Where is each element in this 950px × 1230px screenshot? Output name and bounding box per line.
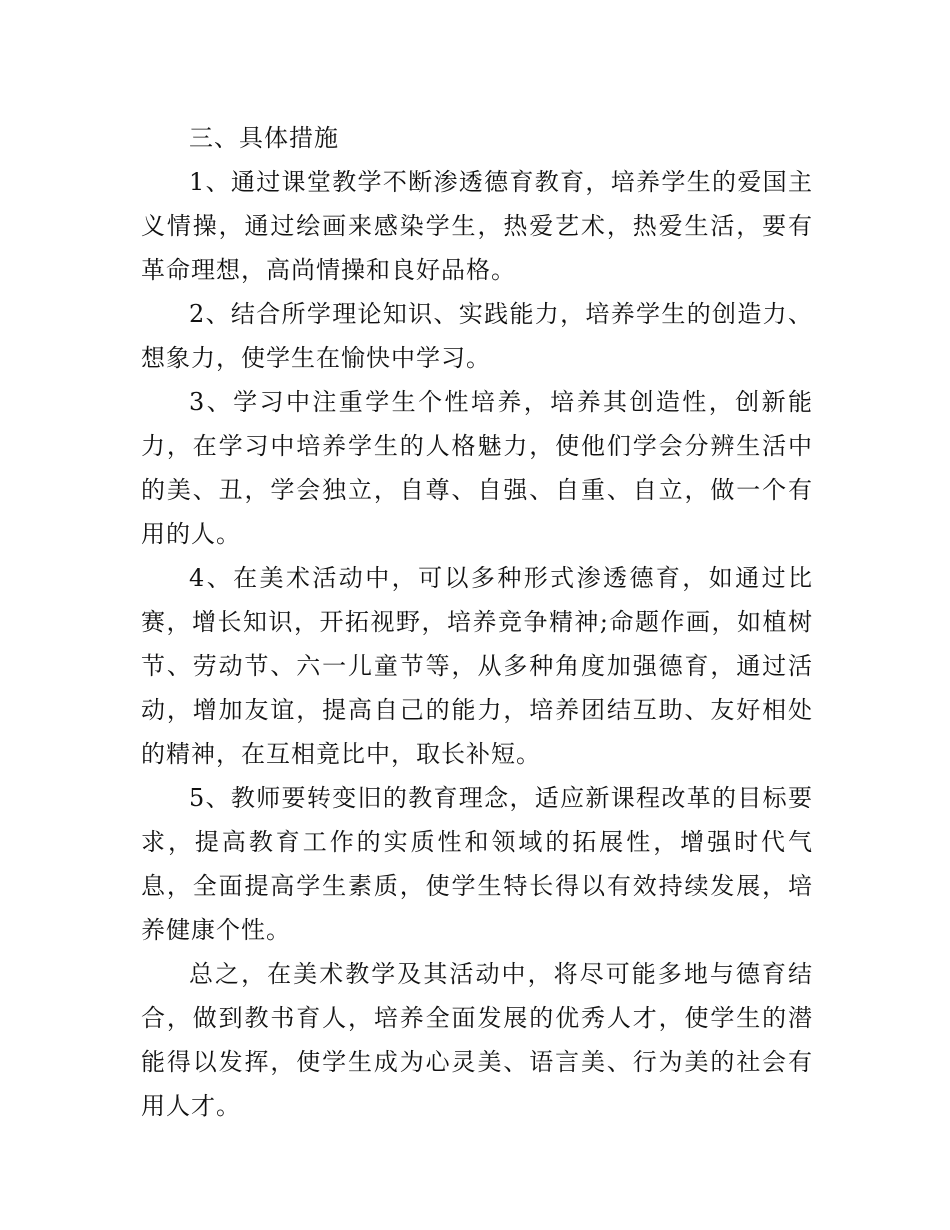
paragraph-5: 5、教师要转变旧的教育理念，适应新课程改革的目标要求，提高教育工作的实质性和领域的拓展性，增强时代气息，全面提高学生素质，使学生特长得以有效持续发展，培养健康个性。 <box>141 784 813 944</box>
conclusion-paragraph: 总之，在美术教学及其活动中，将尽可能多地与德育结合，做到教书育人，培养全面发展的优秀人才，使学生的潜能得以发挥，使学生成为心灵美、语言美、行为美的社会有用人才。 <box>141 960 813 1120</box>
paragraph-1: 1、通过课堂教学不断渗透德育教育，培养学生的爱国主义情操，通过绘画来感染学生，热爱艺术，热爱生活，要有革命理想，高尚情操和良好品格。 <box>141 168 813 284</box>
document-body <box>141 116 813 1128</box>
paragraph-2: 2、结合所学理论知识、实践能力，培养学生的创造力、想象力，使学生在愉快中学习。 <box>141 300 813 372</box>
paragraph-3: 3、学习中注重学生个性培养，培养其创造性，创新能力，在学习中培养学生的人格魅力，使他们学会分辨生活中的美、丑，学会独立，自尊、自强、自重、自立，做一个有用的人。 <box>141 388 813 548</box>
paragraph-4: 4、在美术活动中，可以多种形式渗透德育，如通过比赛，增长知识，开拓视野，培养竞争精神;命题作画，如植树节、劳动节、六一儿童节等，从多种角度加强德育，通过活动，增加友谊，提高自己的能力，培养团结互助、友好相处的精神，在互相竟比中，取长补短。 <box>141 564 813 768</box>
section-heading: 三、具体措施 <box>189 124 339 152</box>
